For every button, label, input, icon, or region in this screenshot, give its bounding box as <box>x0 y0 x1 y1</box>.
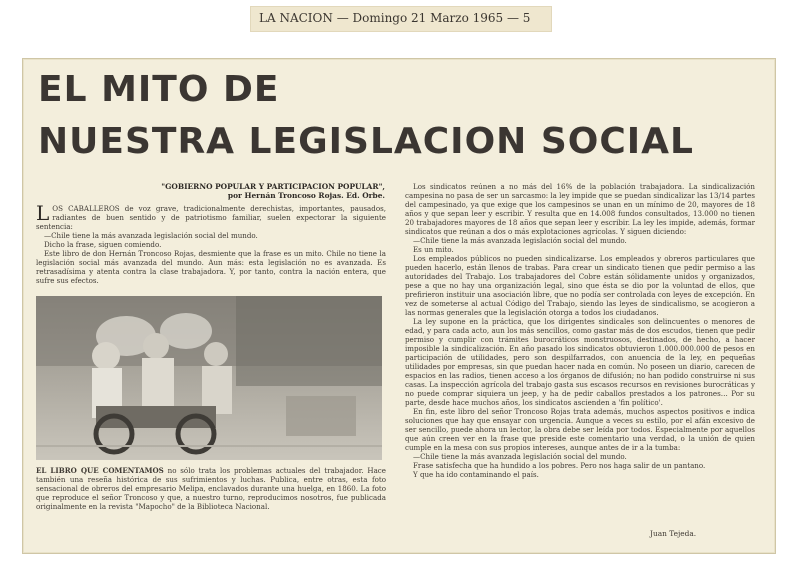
right-paragraph-6: En fin, este libro del señor Troncoso Rojas trata además, muchos aspectos positivos e indica soluciones que hay que ensayar con urgencia. Aunque a veces su estilo, por el afán excesivo de ser sencillo, puede ahora un lector, la obra debe ser leída por todos. Especialmente por aquellos que aún creen ver en la frase que preside este comentario una verdad, o la unión de quien cumple en la mesa con sus propios intereses, aunque antes de ir a la tumba: <box>405 407 755 452</box>
right-paragraph-8: Frase satisfecha que ha hundido a los pobres. Pero nos haga salir de un pantano. <box>413 461 706 470</box>
author-signature: Juan Tejeda. <box>650 529 697 538</box>
dropcap: L <box>36 204 50 225</box>
photo-illustration <box>36 296 382 460</box>
caption-text: no sólo trata los problemas actuales del trabajador. Hace también una reseña histórica de sus sufrimientos y luchas. Publica, entre otras, esta foto sensacional de obreros del empresario Melipa, enclavados durante una huelga, en 1860. La foto que reproduce el señor Troncoso y que, a nuestro turno, reproducimos nosotros, fue publicada originalmente en la revista "Mapocho" de la Biblioteca Nacional. <box>36 466 386 511</box>
right-column <box>405 182 755 538</box>
newspaper-masthead <box>250 6 552 32</box>
headline-line-2: NUESTRA LEGISLACION SOCIAL <box>38 121 694 162</box>
historical-photo <box>36 296 382 460</box>
photo-caption <box>36 466 386 552</box>
intro-paragraph-4: Este libro de don Hernán Troncoso Rojas, desmiente que la frase es un mito. Chile no tiene la legislación social más avanzada del mundo. Aun más: esta legislación no es avanzada. Es retrasadísima y atenta contra la clase trabajadora. Y, por tanto, contra la nación entera, que sufre sus efectos. <box>36 249 386 285</box>
headline-line-1: EL MITO DE <box>38 69 280 110</box>
right-paragraph-3: Es un mito. <box>413 245 454 254</box>
right-paragraph-9: Y que ha ido contaminando el país. <box>413 470 539 479</box>
intro-paragraph-2: —Chile tiene la más avanzada legislación social del mundo. <box>44 231 258 240</box>
right-paragraph-4: Los empleados públicos no pueden sindicalizarse. Los empleados y obreros particulares que pueden hacerlo, están llenos de trabas. Para crear un sindicato tienen que pedir permiso a las autoridades del Trabajo. Los trabajadores del Cobre están sólidamente unidos y organizados, pese a que no hay una organización legal, sino que ésta se dio por la voluntad de ellos, que prefirieron instituir una asociación libre, que no podía ser controlada con leyes de excepción. En vez de someterse al actual Código del Trabajo, siendo las leyes de sindicalismo, se acogieron a las normas generales que la legislación otorga a todos los ciudadanos. <box>405 254 755 317</box>
caption-lead: EL LIBRO QUE COMENTAMOS <box>36 466 164 475</box>
masthead-text: LA NACION — Domingo 21 Marzo 1965 — 5 <box>259 11 531 25</box>
intro-column <box>36 204 386 292</box>
right-paragraph-1: Los sindicatos reúnen a no más del 16% de la población trabajadora. La sindicalización campesina no pasa de ser un sarcasmo: la ley impide que se puedan sindicalizar las 13/14 partes del campesinado, ya que exige que los campesinos se unan en un mínimo de 20, mayores de 18 años y que sepan leer y escribir. Y resulta que en 14.008 fundos consultados, 13.000 no tienen 20 trabajadores mayores de 18 años que sepan leer y escribir. La ley les impide, además, formar sindicatos que reúnan a dos o más explotaciones agrícolas. Y siguen diciendo: <box>405 182 755 236</box>
intro-paragraph-3: Dicho la frase, siguen comiendo. <box>44 240 162 249</box>
book-byline: "GOBIERNO POPULAR Y PARTICIPACION POPULAR", por Hernán Troncoso Rojas. Ed. Orbe. <box>161 182 385 200</box>
right-paragraph-5: La ley supone en la práctica, que los dirigentes sindicales son delincuentes o menores de edad, y para cada acto, aun los más sencillos, como gastar más de dos escudos, tienen que pedir permiso y cumplir con trámites burocráticos monstruosos, destinados, de hecho, a hacer imposible la sindicalización. En año pasado los sindicatos obtuvieron 1.000.000.000 de pesos en participación de utilidades, pero son despilfarrados, con anuencia de la ley, en pequeñas utilidades por empresas, sin que puedan hacer nada en común. No poseen un diario, carecen de espacios en las radios, tienen acceso a los órganos de difusión; no han podido construirse ni sus casas. La inspección agrícola del trabajo gasta sus escasos recursos en revisiones burocráticas y no puede comprar siquiera un jeep, y ha de pedir caballos prestados a los patrones… Por su parte, desde hace muchos años, los sindicatos ascienden a 'fin político'. <box>405 317 755 407</box>
right-paragraph-2: —Chile tiene la más avanzada legislación social del mundo. <box>413 236 627 245</box>
intro-paragraph-1: OS CABALLEROS de voz grave, tradicionalmente derechistas, importantes, pausados, radiantes de buen sentido y de patriotismo familiar, suelen expectorar la siguiente sentencia: <box>36 204 386 231</box>
right-paragraph-7: —Chile tiene la más avanzada legislación social del mundo. <box>413 452 627 461</box>
